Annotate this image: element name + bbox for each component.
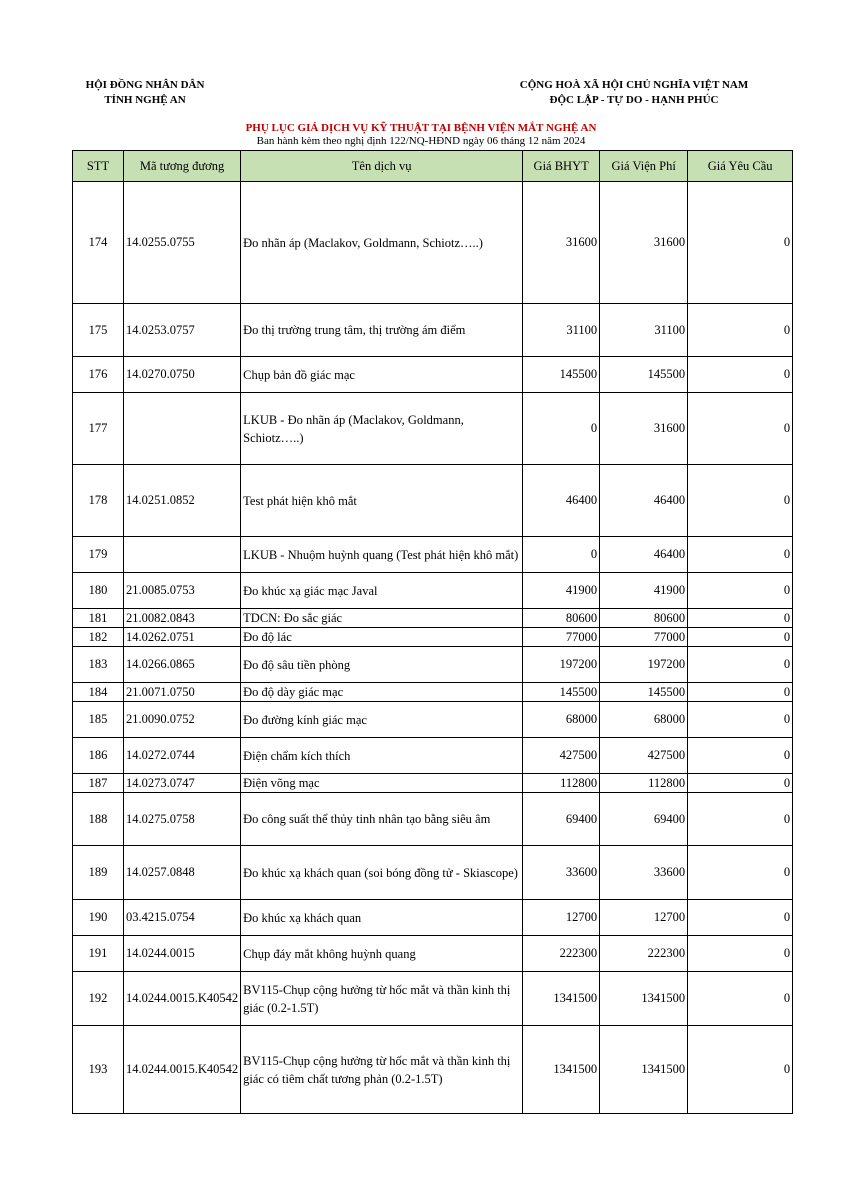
cell-price-bhyt: 77000 xyxy=(523,628,600,647)
cell-stt: 192 xyxy=(73,972,124,1026)
table-row xyxy=(73,647,793,683)
cell-price-vienphi: 112800 xyxy=(600,774,688,793)
table-row xyxy=(73,774,793,793)
table-row xyxy=(73,609,793,628)
cell-price-bhyt: 80600 xyxy=(523,609,600,628)
cell-price-bhyt: 112800 xyxy=(523,774,600,793)
cell-service-name: Chụp đáy mắt không huỳnh quang xyxy=(241,936,523,972)
cell-service-name: Test phát hiện khô mắt xyxy=(241,465,523,537)
col-header-stt: STT xyxy=(73,151,124,182)
cell-price-yeucau: 0 xyxy=(688,936,793,972)
cell-code: 14.0255.0755 xyxy=(124,182,241,304)
document-subtitle: Ban hành kèm theo nghị định 122/NQ-HĐND ngày 06 tháng 12 năm 2024 xyxy=(256,135,586,147)
cell-stt: 189 xyxy=(73,846,124,900)
col-header-code: Mã tương đương xyxy=(124,151,241,182)
cell-price-bhyt: 41900 xyxy=(523,573,600,609)
cell-code: 14.0257.0848 xyxy=(124,846,241,900)
cell-stt: 191 xyxy=(73,936,124,972)
council-name: HỘI ĐỒNG NHÂN DÂN xyxy=(85,79,205,91)
cell-stt: 178 xyxy=(73,465,124,537)
cell-service-name: Chụp bản đồ giác mạc xyxy=(241,357,523,393)
cell-price-bhyt: 69400 xyxy=(523,793,600,846)
cell-price-bhyt: 222300 xyxy=(523,936,600,972)
cell-price-yeucau: 0 xyxy=(688,465,793,537)
cell-price-yeucau: 0 xyxy=(688,393,793,465)
cell-code: 14.0275.0758 xyxy=(124,793,241,846)
cell-price-bhyt: 0 xyxy=(523,393,600,465)
cell-price-bhyt: 0 xyxy=(523,537,600,573)
cell-price-yeucau: 0 xyxy=(688,357,793,393)
cell-stt: 176 xyxy=(73,357,124,393)
cell-code: 21.0090.0752 xyxy=(124,702,241,738)
table-row xyxy=(73,357,793,393)
cell-price-vienphi: 427500 xyxy=(600,738,688,774)
cell-stt: 183 xyxy=(73,647,124,683)
cell-price-bhyt: 1341500 xyxy=(523,972,600,1026)
cell-stt: 185 xyxy=(73,702,124,738)
cell-price-bhyt: 33600 xyxy=(523,846,600,900)
cell-service-name: LKUB - Nhuộm huỳnh quang (Test phát hiện khô mắt) xyxy=(241,537,523,573)
table-body xyxy=(73,182,793,1114)
cell-service-name: Đo khúc xạ giác mạc Javal xyxy=(241,573,523,609)
price-table xyxy=(72,150,793,1114)
table-row xyxy=(73,537,793,573)
cell-code: 14.0262.0751 xyxy=(124,628,241,647)
table-row xyxy=(73,683,793,702)
cell-price-yeucau: 0 xyxy=(688,846,793,900)
cell-price-yeucau: 0 xyxy=(688,702,793,738)
cell-price-yeucau: 0 xyxy=(688,304,793,357)
cell-code: 14.0272.0744 xyxy=(124,738,241,774)
cell-price-vienphi: 197200 xyxy=(600,647,688,683)
cell-price-vienphi: 41900 xyxy=(600,573,688,609)
table-row xyxy=(73,393,793,465)
table-row xyxy=(73,793,793,846)
cell-price-bhyt: 31600 xyxy=(523,182,600,304)
cell-service-name: Điện chẩm kích thích xyxy=(241,738,523,774)
cell-service-name: Điện võng mạc xyxy=(241,774,523,793)
document-title: PHỤ LỤC GIÁ DỊCH VỤ KỸ THUẬT TẠI BỆNH VIỆN MẮT NGHỆ AN xyxy=(245,122,597,134)
table-row xyxy=(73,465,793,537)
table-row xyxy=(73,738,793,774)
cell-code: 14.0251.0852 xyxy=(124,465,241,537)
col-header-bhyt: Giá BHYT xyxy=(523,151,600,182)
cell-price-yeucau: 0 xyxy=(688,972,793,1026)
cell-price-vienphi: 31600 xyxy=(600,182,688,304)
cell-code: 14.0244.0015.K40542 xyxy=(124,1026,241,1114)
cell-service-name: TDCN: Đo sắc giác xyxy=(241,609,523,628)
cell-price-yeucau: 0 xyxy=(688,738,793,774)
cell-code: 14.0273.0747 xyxy=(124,774,241,793)
cell-price-bhyt: 145500 xyxy=(523,683,600,702)
cell-code: 14.0270.0750 xyxy=(124,357,241,393)
cell-price-bhyt: 145500 xyxy=(523,357,600,393)
cell-price-bhyt: 12700 xyxy=(523,900,600,936)
cell-price-bhyt: 68000 xyxy=(523,702,600,738)
cell-price-bhyt: 197200 xyxy=(523,647,600,683)
cell-service-name: Đo thị trường trung tâm, thị trường ám điểm xyxy=(241,304,523,357)
cell-service-name: Đo nhãn áp (Maclakov, Goldmann, Schiotz…..) xyxy=(241,182,523,304)
table-row xyxy=(73,972,793,1026)
national-motto: ĐỘC LẬP - TỰ DO - HẠNH PHÚC xyxy=(549,94,719,106)
cell-service-name: LKUB - Đo nhãn áp (Maclakov, Goldmann, Schiotz…..) xyxy=(241,393,523,465)
col-header-name: Tên dịch vụ xyxy=(241,151,523,182)
cell-price-vienphi: 222300 xyxy=(600,936,688,972)
cell-service-name: Đo độ dày giác mạc xyxy=(241,683,523,702)
cell-price-vienphi: 1341500 xyxy=(600,1026,688,1114)
cell-price-vienphi: 1341500 xyxy=(600,972,688,1026)
cell-price-bhyt: 31100 xyxy=(523,304,600,357)
cell-service-name: BV115-Chụp cộng hưởng từ hốc mắt và thần kinh thị giác (0.2-1.5T) xyxy=(241,972,523,1026)
cell-price-yeucau: 0 xyxy=(688,900,793,936)
cell-code: 21.0071.0750 xyxy=(124,683,241,702)
cell-price-yeucau: 0 xyxy=(688,537,793,573)
cell-price-vienphi: 33600 xyxy=(600,846,688,900)
cell-service-name: BV115-Chụp cộng hưởng từ hốc mắt và thần kinh thị giác có tiêm chất tương phản (0.2-1.5T) xyxy=(241,1026,523,1114)
cell-service-name: Đo độ sâu tiền phòng xyxy=(241,647,523,683)
table-header-row xyxy=(73,151,793,182)
cell-price-bhyt: 427500 xyxy=(523,738,600,774)
table-row xyxy=(73,936,793,972)
cell-price-yeucau: 0 xyxy=(688,647,793,683)
cell-code: 14.0244.0015.K40542 xyxy=(124,972,241,1026)
cell-stt: 193 xyxy=(73,1026,124,1114)
cell-stt: 190 xyxy=(73,900,124,936)
col-header-yeucau: Giá Yêu Cầu xyxy=(688,151,793,182)
cell-code: 03.4215.0754 xyxy=(124,900,241,936)
cell-price-vienphi: 68000 xyxy=(600,702,688,738)
cell-price-vienphi: 145500 xyxy=(600,357,688,393)
cell-price-vienphi: 31600 xyxy=(600,393,688,465)
cell-price-vienphi: 77000 xyxy=(600,628,688,647)
table-row xyxy=(73,573,793,609)
cell-service-name: Đo độ lác xyxy=(241,628,523,647)
cell-price-yeucau: 0 xyxy=(688,609,793,628)
cell-stt: 182 xyxy=(73,628,124,647)
cell-price-yeucau: 0 xyxy=(688,573,793,609)
cell-code xyxy=(124,393,241,465)
council-header xyxy=(60,78,230,108)
cell-price-vienphi: 46400 xyxy=(600,465,688,537)
country-name: CỘNG HOÀ XÃ HỘI CHỦ NGHĨA VIỆT NAM xyxy=(519,79,749,91)
table-row xyxy=(73,628,793,647)
cell-price-yeucau: 0 xyxy=(688,628,793,647)
cell-stt: 179 xyxy=(73,537,124,573)
col-header-vienphi: Giá Viện Phí xyxy=(600,151,688,182)
table-row xyxy=(73,304,793,357)
cell-service-name: Đo công suất thể thủy tinh nhân tạo bằng siêu âm xyxy=(241,793,523,846)
cell-price-vienphi: 31100 xyxy=(600,304,688,357)
cell-code: 14.0244.0015 xyxy=(124,936,241,972)
table-row xyxy=(73,702,793,738)
cell-stt: 188 xyxy=(73,793,124,846)
cell-price-yeucau: 0 xyxy=(688,1026,793,1114)
cell-code: 21.0082.0843 xyxy=(124,609,241,628)
cell-code: 14.0253.0757 xyxy=(124,304,241,357)
cell-stt: 180 xyxy=(73,573,124,609)
cell-price-vienphi: 12700 xyxy=(600,900,688,936)
cell-code xyxy=(124,537,241,573)
national-header xyxy=(500,78,768,108)
cell-price-vienphi: 69400 xyxy=(600,793,688,846)
cell-price-yeucau: 0 xyxy=(688,793,793,846)
cell-stt: 181 xyxy=(73,609,124,628)
cell-price-vienphi: 80600 xyxy=(600,609,688,628)
cell-service-name: Đo khúc xạ khách quan xyxy=(241,900,523,936)
cell-price-bhyt: 1341500 xyxy=(523,1026,600,1114)
cell-price-vienphi: 46400 xyxy=(600,537,688,573)
cell-price-yeucau: 0 xyxy=(688,683,793,702)
cell-code: 21.0085.0753 xyxy=(124,573,241,609)
cell-service-name: Đo khúc xạ khách quan (soi bóng đồng tử - Skiascope) xyxy=(241,846,523,900)
cell-stt: 187 xyxy=(73,774,124,793)
cell-stt: 175 xyxy=(73,304,124,357)
cell-price-bhyt: 46400 xyxy=(523,465,600,537)
cell-price-yeucau: 0 xyxy=(688,182,793,304)
cell-code: 14.0266.0865 xyxy=(124,647,241,683)
table-row xyxy=(73,1026,793,1114)
table-row xyxy=(73,182,793,304)
cell-stt: 186 xyxy=(73,738,124,774)
cell-stt: 174 xyxy=(73,182,124,304)
cell-service-name: Đo đường kính giác mạc xyxy=(241,702,523,738)
cell-stt: 184 xyxy=(73,683,124,702)
cell-price-vienphi: 145500 xyxy=(600,683,688,702)
table-row xyxy=(73,846,793,900)
cell-price-yeucau: 0 xyxy=(688,774,793,793)
province-name: TỈNH NGHỆ AN xyxy=(104,94,186,106)
cell-stt: 177 xyxy=(73,393,124,465)
table-row xyxy=(73,900,793,936)
